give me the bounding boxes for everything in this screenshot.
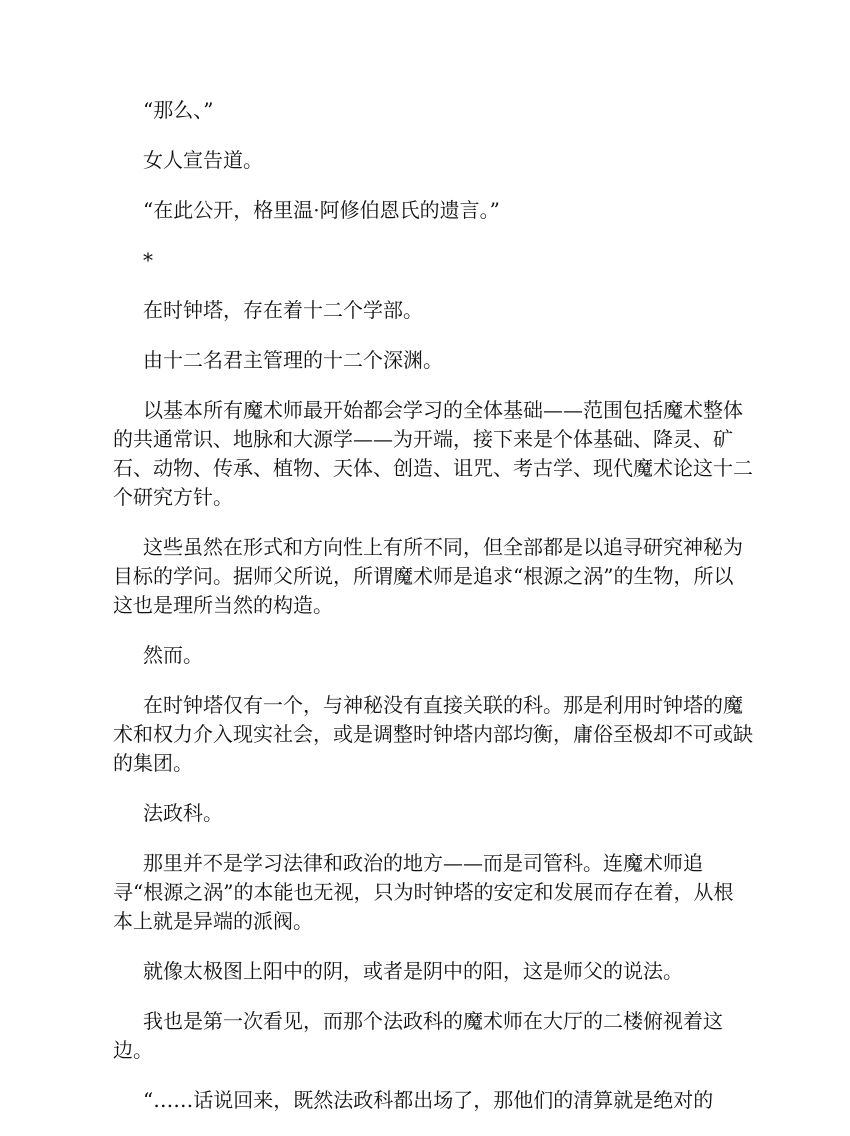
paragraph: 在时钟塔仅有一个，与神秘没有直接关联的科。那是利用时钟塔的魔术和权力介入现实社会，或是调整时钟塔内部均衡，庸俗至极却不可或缺的集团。 bbox=[113, 693, 753, 775]
paragraph: 法政科。 bbox=[143, 801, 223, 825]
section-break: * bbox=[143, 248, 153, 272]
paragraph: 然而。 bbox=[143, 643, 203, 667]
paragraph: 就像太极图上阳中的阴，或者是阴中的阳，这是师父的说法。 bbox=[143, 959, 683, 983]
document-body bbox=[113, 96, 753, 1136]
paragraph: “……话说回来，既然法政科都出场了，那他们的清算就是绝对的 bbox=[143, 1088, 714, 1112]
paragraph: 那里并不是学习法律和政治的地方——而是司管科。连魔术师追寻“根源之涡”的本能也无视，只为时钟塔的安定和发展而存在着，从根本上就是异端的派阀。 bbox=[113, 851, 734, 933]
paragraph: 以基本所有魔术师最开始都会学习的全体基础——范围包括魔术整体的共通常识、地脉和大源学——为开端，接下来是个体基础、降灵、矿石、动物、传承、植物、天体、创造、诅咒、考古学、现代魔术论这十二个研究方针。 bbox=[113, 398, 753, 509]
paragraph: 由十二名君主管理的十二个深渊。 bbox=[143, 348, 443, 372]
paragraph: “在此公开，格里温·阿修伯恩氏的遗言。” bbox=[143, 198, 500, 222]
paragraph: 我也是第一次看见，而那个法政科的魔术师在大厅的二楼俯视着这边。 bbox=[113, 1009, 723, 1062]
paragraph: 在时钟塔，存在着十二个学部。 bbox=[143, 298, 423, 322]
paragraph: 这些虽然在形式和方向性上有所不同，但全部都是以追寻研究神秘为目标的学问。据师父所说，所谓魔术师是追求“根源之涡”的生物，所以这也是理所当然的构造。 bbox=[113, 535, 743, 617]
paragraph: “那么、” bbox=[143, 98, 214, 122]
paragraph: 女人宣告道。 bbox=[143, 148, 263, 172]
